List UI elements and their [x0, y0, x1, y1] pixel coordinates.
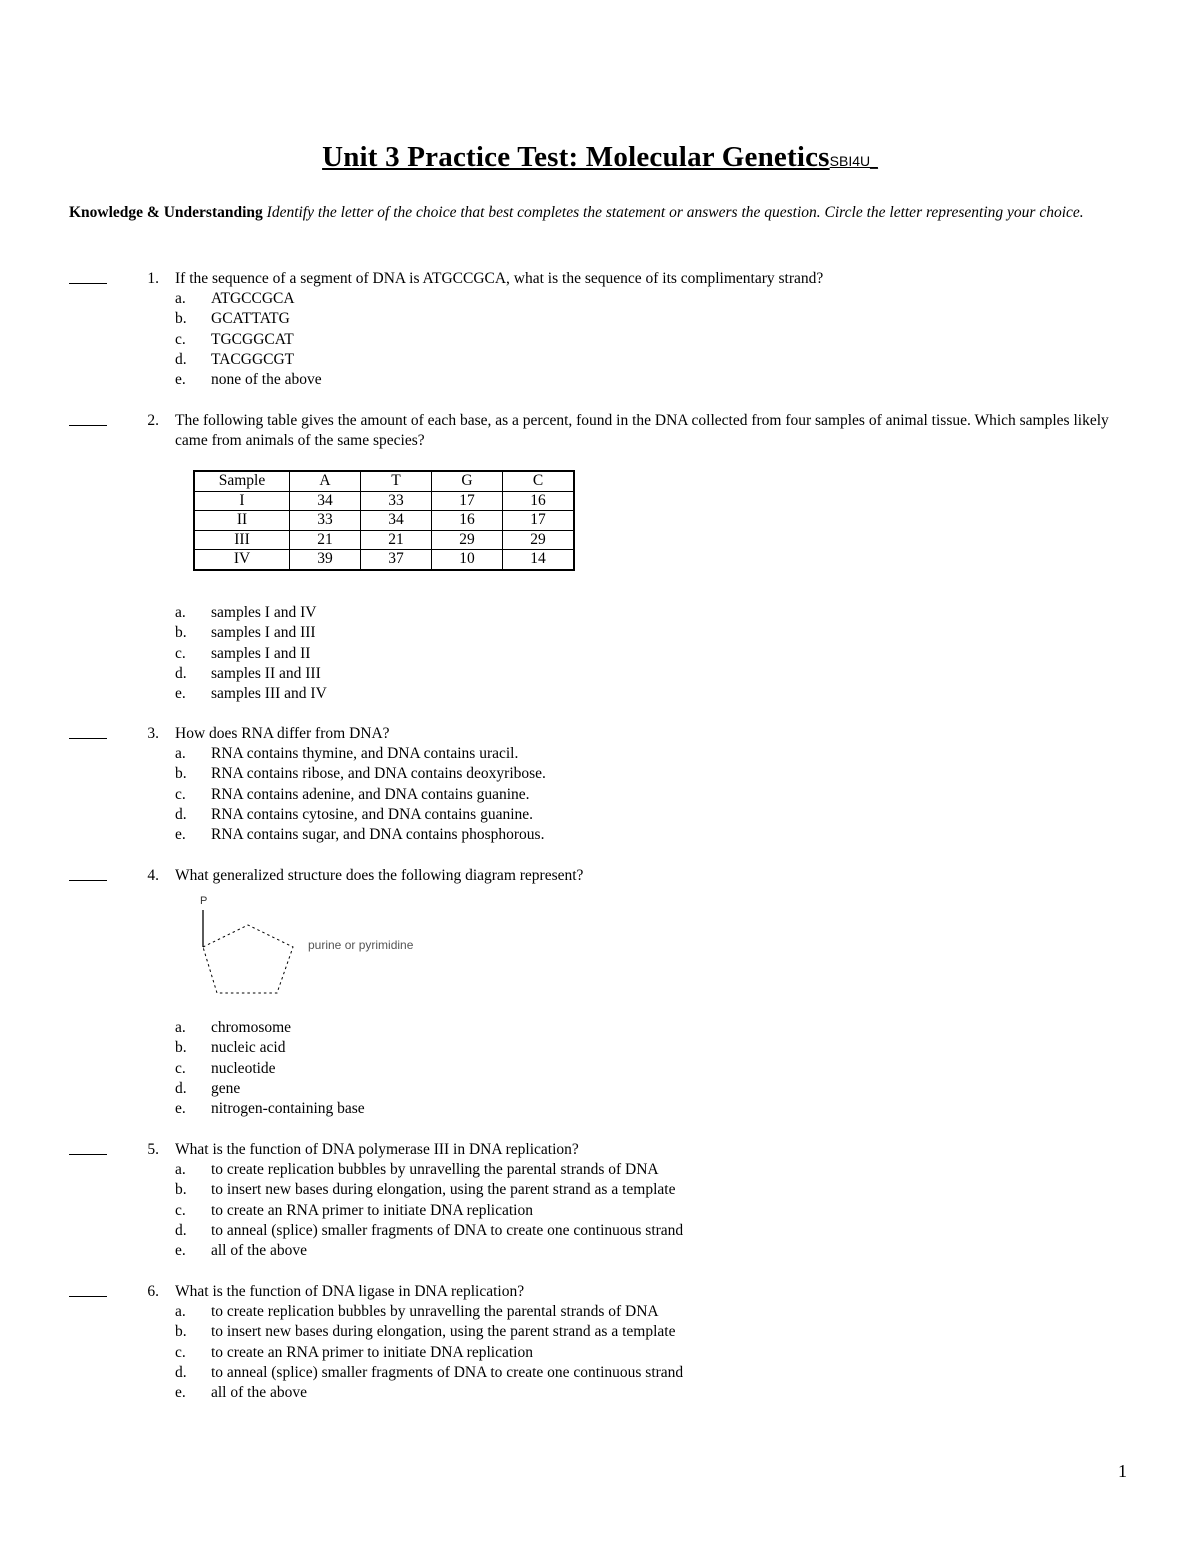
option-letter: b. — [175, 310, 187, 328]
section-instructions — [69, 203, 1129, 223]
option-text: to create an RNA primer to initiate DNA replication — [211, 1343, 533, 1361]
option-text: none of the above — [211, 371, 322, 389]
option-letter: b. — [175, 1039, 187, 1057]
option-text: gene — [211, 1079, 241, 1097]
question-2-options — [0, 603, 1200, 704]
table-cell: IV — [194, 550, 290, 570]
option-letter: c. — [175, 1343, 186, 1361]
option-a[interactable] — [0, 1160, 1200, 1180]
option-letter: b. — [175, 765, 187, 783]
question-number: 1. — [147, 270, 159, 287]
option-a[interactable] — [0, 289, 1200, 309]
question-number: 5. — [147, 1141, 159, 1158]
option-letter: e. — [175, 1384, 186, 1402]
option-d[interactable] — [0, 1079, 1200, 1099]
page-title — [0, 141, 1200, 174]
option-letter: c. — [175, 330, 186, 348]
option-letter: a. — [175, 745, 186, 762]
table-cell: 33 — [290, 511, 361, 531]
table-header: G — [432, 471, 503, 491]
option-letter: d. — [175, 1221, 187, 1239]
option-a[interactable] — [0, 744, 1200, 764]
option-text: to create an RNA primer to initiate DNA replication — [211, 1201, 533, 1219]
option-text: RNA contains cytosine, and DNA contains guanine. — [211, 805, 534, 823]
option-b[interactable] — [0, 309, 1200, 329]
option-text: samples III and IV — [211, 685, 327, 703]
option-text: to create replication bubbles by unravelling the parental strands of DNA — [211, 1161, 659, 1178]
instructions-text: Identify the letter of the choice that best completes the statement or answers the question. Circle the letter representing your choice. — [266, 204, 1084, 221]
table-cell: III — [194, 530, 290, 550]
table-cell: 29 — [503, 530, 575, 550]
options-list — [0, 289, 1200, 390]
table-header-row — [194, 471, 574, 491]
question-text: How does RNA differ from DNA? — [175, 725, 390, 742]
section-heading: Knowledge & Understanding — [69, 204, 263, 221]
table-header: T — [361, 471, 432, 491]
table-cell: 34 — [361, 511, 432, 531]
option-letter: d. — [175, 1363, 187, 1381]
option-text: to insert new bases during elongation, using the parent strand as a template — [211, 1181, 676, 1199]
option-letter: e. — [175, 826, 186, 844]
option-letter: d. — [175, 350, 187, 368]
table-cell: 17 — [503, 511, 575, 531]
option-text: RNA contains sugar, and DNA contains phosphorous. — [211, 826, 545, 844]
option-d[interactable] — [0, 805, 1200, 825]
question-text: What is the function of DNA ligase in DNA replication? — [175, 1283, 525, 1300]
option-e[interactable] — [0, 1241, 1200, 1261]
answer-blank-4[interactable] — [69, 866, 107, 881]
option-letter: e. — [175, 1100, 186, 1118]
table-cell: II — [194, 511, 290, 531]
table-cell: 14 — [503, 550, 575, 570]
option-d[interactable] — [0, 350, 1200, 370]
table-cell: 21 — [361, 530, 432, 550]
option-letter: e. — [175, 1242, 186, 1260]
question-number: 4. — [147, 867, 159, 884]
question-text: What generalized structure does the following diagram represent? — [175, 867, 584, 884]
option-e[interactable] — [0, 1099, 1200, 1119]
options-list — [0, 1160, 1200, 1261]
table-row — [194, 491, 574, 511]
option-b[interactable] — [0, 1322, 1200, 1342]
option-c[interactable] — [0, 644, 1200, 664]
sugar-ring — [203, 925, 293, 993]
option-text: TGCGGCAT — [211, 330, 294, 348]
option-letter: a. — [175, 1161, 186, 1178]
table-cell: 16 — [432, 511, 503, 531]
option-letter: a. — [175, 290, 186, 307]
option-text: to anneal (splice) smaller fragments of DNA to create one continuous strand — [211, 1363, 684, 1381]
answer-blank-5[interactable] — [69, 1140, 107, 1155]
table-cell: 16 — [503, 491, 575, 511]
option-letter: e. — [175, 685, 186, 703]
table-cell: I — [194, 491, 290, 511]
option-b[interactable] — [0, 1038, 1200, 1058]
option-letter: c. — [175, 644, 186, 662]
option-b[interactable] — [0, 764, 1200, 784]
question-number: 2. — [147, 412, 159, 429]
option-text: to anneal (splice) smaller fragments of DNA to create one continuous strand — [211, 1221, 684, 1239]
options-list — [0, 744, 1200, 845]
options-list — [0, 1302, 1200, 1403]
course-code: SBI4U_ — [829, 153, 878, 169]
answer-blank-1[interactable] — [69, 269, 107, 284]
option-text: to insert new bases during elongation, using the parent strand as a template — [211, 1323, 676, 1341]
option-text: all of the above — [211, 1384, 307, 1402]
table-header: A — [290, 471, 361, 491]
option-text: to create replication bubbles by unravelling the parental strands of DNA — [211, 1303, 659, 1320]
diagram-base-label: purine or pyrimidine — [308, 938, 414, 952]
option-a[interactable] — [0, 603, 1200, 623]
option-letter: d. — [175, 664, 187, 682]
answer-blank-6[interactable] — [69, 1282, 107, 1297]
option-e[interactable] — [0, 370, 1200, 390]
table-cell: 37 — [361, 550, 432, 570]
option-letter: b. — [175, 624, 187, 642]
option-letter: d. — [175, 1079, 187, 1097]
option-letter: c. — [175, 1059, 186, 1077]
option-d[interactable] — [0, 1221, 1200, 1241]
table-cell: 21 — [290, 530, 361, 550]
option-letter: a. — [175, 1303, 186, 1320]
option-letter: c. — [175, 1201, 186, 1219]
option-a[interactable] — [0, 1018, 1200, 1038]
table-header: C — [503, 471, 575, 491]
option-text: RNA contains thymine, and DNA contains uracil. — [211, 745, 519, 762]
option-e[interactable] — [0, 1383, 1200, 1403]
option-text: RNA contains adenine, and DNA contains guanine. — [211, 785, 530, 803]
question-number: 3. — [147, 725, 159, 742]
nucleotide-diagram — [190, 890, 450, 1000]
option-text: samples I and III — [211, 624, 316, 642]
option-text: ATGCCGCA — [211, 290, 295, 307]
option-text: samples II and III — [211, 664, 321, 682]
answer-blank-3[interactable] — [69, 724, 107, 739]
table-cell: 29 — [432, 530, 503, 550]
option-text: TACGGCGT — [211, 350, 295, 368]
option-c[interactable] — [0, 785, 1200, 805]
option-b[interactable] — [0, 623, 1200, 643]
option-text: samples I and II — [211, 644, 311, 662]
option-e[interactable] — [0, 825, 1200, 845]
table-cell: 17 — [432, 491, 503, 511]
table-row — [194, 550, 574, 570]
option-text: chromosome — [211, 1019, 292, 1036]
diagram-top-label: P — [200, 895, 208, 907]
base-composition-table — [193, 470, 575, 571]
table-row — [194, 511, 574, 531]
table-cell: 39 — [290, 550, 361, 570]
option-text: RNA contains ribose, and DNA contains deoxyribose. — [211, 765, 546, 783]
question-text: What is the function of DNA polymerase III in DNA replication? — [175, 1141, 579, 1158]
option-c[interactable] — [0, 1343, 1200, 1363]
question-number: 6. — [147, 1283, 159, 1300]
page-number: 1 — [1118, 1461, 1127, 1481]
option-a[interactable] — [0, 1302, 1200, 1322]
option-e[interactable] — [0, 684, 1200, 704]
question-4-options — [0, 1018, 1200, 1119]
table-cell: 33 — [361, 491, 432, 511]
option-text: nucleic acid — [211, 1039, 286, 1057]
option-letter: b. — [175, 1323, 187, 1341]
table-header: Sample — [194, 471, 290, 491]
option-letter: c. — [175, 785, 186, 803]
option-text: samples I and IV — [211, 604, 317, 621]
option-c[interactable] — [0, 1059, 1200, 1079]
answer-blank-2[interactable] — [69, 411, 107, 426]
table-cell: 10 — [432, 550, 503, 570]
option-text: nucleotide — [211, 1059, 276, 1077]
option-letter: e. — [175, 371, 186, 389]
ring-guide — [260, 930, 293, 943]
table-cell: 34 — [290, 491, 361, 511]
option-letter: a. — [175, 1019, 186, 1036]
title-main: Unit 3 Practice Test: Molecular Genetics — [322, 141, 830, 173]
question-text: If the sequence of a segment of DNA is ATGCCGCA, what is the sequence of its complimentary strand? — [175, 270, 824, 287]
option-d[interactable] — [0, 664, 1200, 684]
option-text: nitrogen-containing base — [211, 1100, 365, 1118]
option-b[interactable] — [0, 1180, 1200, 1200]
option-letter: b. — [175, 1181, 187, 1199]
table-row — [194, 530, 574, 550]
option-letter: d. — [175, 805, 187, 823]
option-letter: a. — [175, 604, 186, 621]
option-text: GCATTATG — [211, 310, 290, 328]
option-text: all of the above — [211, 1242, 307, 1260]
option-c[interactable] — [0, 330, 1200, 350]
question-text: The following table gives the amount of each base, as a percent, found in the DNA collected from four samples of animal tissue. Which samples likely came from animals of the same species? — [175, 412, 1109, 450]
option-d[interactable] — [0, 1363, 1200, 1383]
option-c[interactable] — [0, 1201, 1200, 1221]
